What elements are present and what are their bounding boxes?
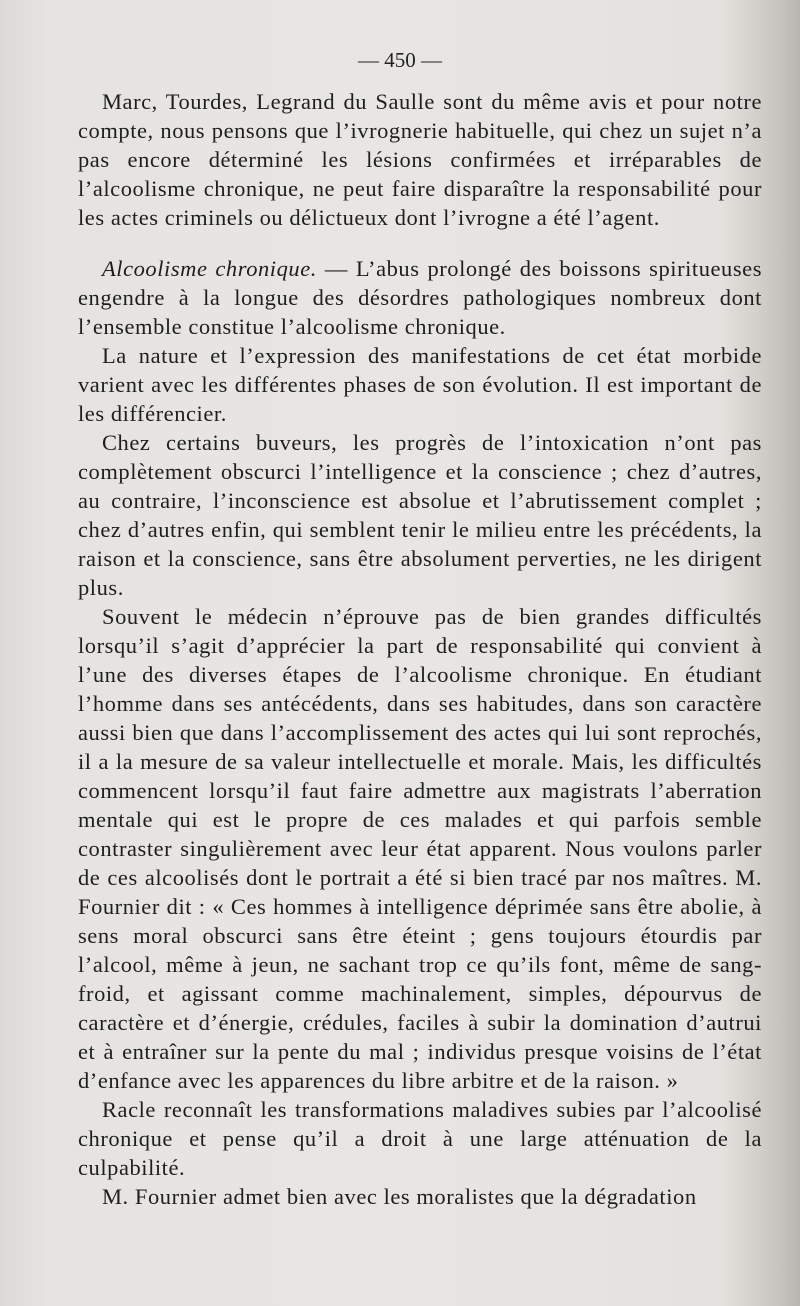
paragraph-3: La nature et l’expression des manifestations de cet état morbide varient avec les différentes phases de son évolution. Il est important de les différencier. bbox=[78, 343, 762, 426]
page-number: — 450 — bbox=[358, 48, 442, 72]
paragraph-5: Souvent le médecin n’éprouve pas de bien grandes difficultés lorsqu’il s’agit d’apprécier la part de responsabilité qui convient à l’une des diverses étapes de l’alcoolisme chronique. En étudiant l’homme dans ses antécédents, dans ses habitudes, dans son caractère aussi bien que dans l’accomplissement des actes qui lui sont reprochés, il a la mesure de sa valeur intellectuelle et morale. Mais, les difficultés commencent lorsqu’il faut faire admettre aux magistrats l’aberration mentale qui est le propre de ces malades et qui parfois semble contraster singulièrement avec leur état apparent. Nous voulons parler de ces alcoolisés dont le portrait a été si bien tracé par nos maîtres. M. Fournier dit : « Ces hommes à intelligence déprimée sans être abolie, à sens moral obscurci sans être éteint ; gens toujours étourdis par l’alcool, même à jeun, ne sachant trop ce qu’ils font, même de sang-froid, et agissant comme machinalement, simples, dépourvus de caractère et d’énergie, crédules, faciles à subir la domination d’autrui et à entraîner sur la pente du mal ; individus presque voisins de l’état d’enfance avec les apparences du libre arbitre et de la raison. » bbox=[78, 604, 762, 1093]
paragraph-2 bbox=[78, 254, 762, 341]
paragraph-4: Chez certains buveurs, les progrès de l’intoxication n’ont pas complètement obscurci l’intelligence et la conscience ; chez d’autres, au contraire, l’inconscience est absolue et l’abrutissement complet ; chez d’autres enfin, qui semblent tenir le milieu entre les précédents, la raison et la conscience, sans être absolument perverties, ne les dirigent plus. bbox=[78, 430, 762, 600]
section-heading: Alcoolisme chronique. bbox=[102, 256, 317, 281]
paragraph-6: Racle reconnaît les transformations maladives subies par l’alcoolisé chronique et pense qu’il a droit à une large atténuation de la culpabilité. bbox=[78, 1097, 762, 1180]
paragraph-7: M. Fournier admet bien avec les moralistes que la dégradation bbox=[102, 1184, 697, 1209]
body-text bbox=[78, 87, 762, 1211]
paragraph-2-text: — L’abus prolongé des boissons spiritueuses engendre à la longue des désordres pathologiques nombreux dont l’ensemble constitue l’alcoolisme chronique. bbox=[78, 256, 763, 339]
paragraph-1: Marc, Tourdes, Legrand du Saulle sont du même avis et pour notre compte, nous pensons que l’ivrognerie habituelle, qui chez un sujet n’a pas encore déterminé les lésions confirmées et irréparables de l’alcoolisme chronique, ne peut faire disparaître la responsabilité pour les actes criminels ou délictueux dont l’ivrogne a été l’agent. bbox=[78, 89, 762, 230]
